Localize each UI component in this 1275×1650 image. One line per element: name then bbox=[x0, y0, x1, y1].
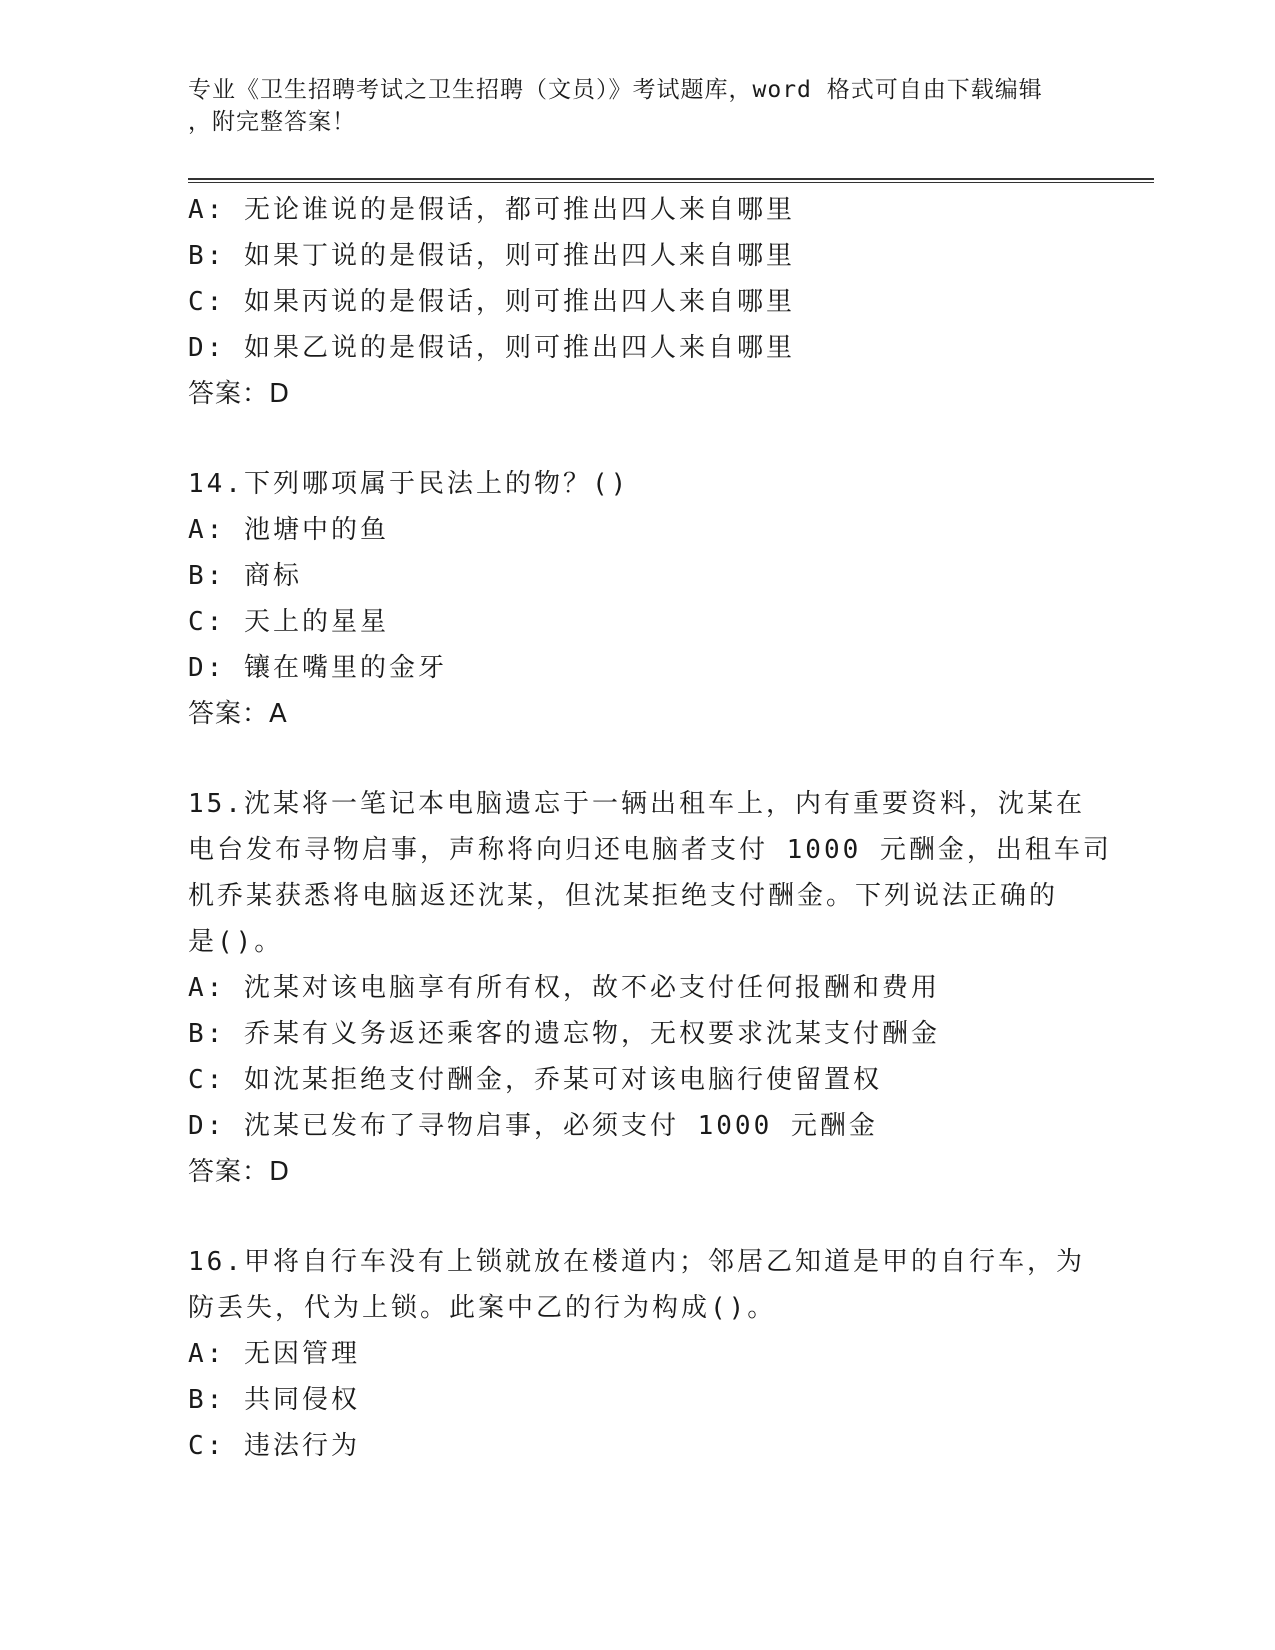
option-c: C: 如果丙说的是假话，则可推出四人来自哪里 bbox=[188, 287, 795, 317]
option-c: C: 违法行为 bbox=[188, 1431, 360, 1461]
header-divider-thin bbox=[188, 182, 1154, 183]
header-line-2: ，附完整答案！ bbox=[188, 109, 356, 135]
question-16 bbox=[188, 1239, 1088, 1469]
question-text-line: 机乔某获悉将电脑返还沈某，但沈某拒绝支付酬金。下列说法正确的 bbox=[188, 881, 1059, 911]
header-line-1: 专业《卫生招聘考试之卫生招聘（文员）》考试题库，word 格式可自由下载编辑 bbox=[188, 77, 1043, 103]
option-d: D: 沈某已发布了寻物启事，必须支付 1000 元酬金 bbox=[188, 1111, 878, 1141]
option-a: A: 池塘中的鱼 bbox=[188, 515, 389, 545]
header-divider-thick bbox=[188, 178, 1154, 180]
option-d: D: 镶在嘴里的金牙 bbox=[188, 653, 447, 683]
question-text-line: 16.甲将自行车没有上锁就放在楼道内；邻居乙知道是甲的自行车，为 bbox=[188, 1247, 1085, 1277]
question-text-line: 是()。 bbox=[188, 927, 284, 957]
question-list bbox=[188, 187, 1112, 1469]
answer: 答案：D bbox=[188, 379, 291, 409]
option-c: C: 如沈某拒绝支付酬金，乔某可对该电脑行使留置权 bbox=[188, 1065, 882, 1095]
option-b: B: 乔某有义务返还乘客的遗忘物，无权要求沈某支付酬金 bbox=[188, 1019, 940, 1049]
question-14 bbox=[188, 461, 1088, 737]
question-text-line: 电台发布寻物启事，声称将向归还电脑者支付 1000 元酬金，出租车司 bbox=[188, 835, 1112, 865]
question-13 bbox=[188, 187, 1088, 417]
question-text-line: 防丢失，代为上锁。此案中乙的行为构成()。 bbox=[188, 1293, 777, 1323]
option-d: D: 如果乙说的是假话，则可推出四人来自哪里 bbox=[188, 333, 795, 363]
option-a: A: 无因管理 bbox=[188, 1339, 360, 1369]
option-c: C: 天上的星星 bbox=[188, 607, 389, 637]
answer: 答案：A bbox=[188, 699, 288, 729]
question-text: 14.下列哪项属于民法上的物？() bbox=[188, 469, 630, 499]
option-b: B: 共同侵权 bbox=[188, 1385, 360, 1415]
question-15 bbox=[188, 781, 1112, 1195]
document-header bbox=[188, 74, 1068, 138]
question-text-line: 15.沈某将一笔记本电脑遗忘于一辆出租车上，内有重要资料，沈某在 bbox=[188, 789, 1085, 819]
option-b: B: 商标 bbox=[188, 561, 302, 591]
answer: 答案：D bbox=[188, 1157, 291, 1187]
option-b: B: 如果丁说的是假话，则可推出四人来自哪里 bbox=[188, 241, 795, 271]
option-a: A: 沈某对该电脑享有所有权，故不必支付任何报酬和费用 bbox=[188, 973, 940, 1003]
option-a: A: 无论谁说的是假话，都可推出四人来自哪里 bbox=[188, 195, 795, 225]
